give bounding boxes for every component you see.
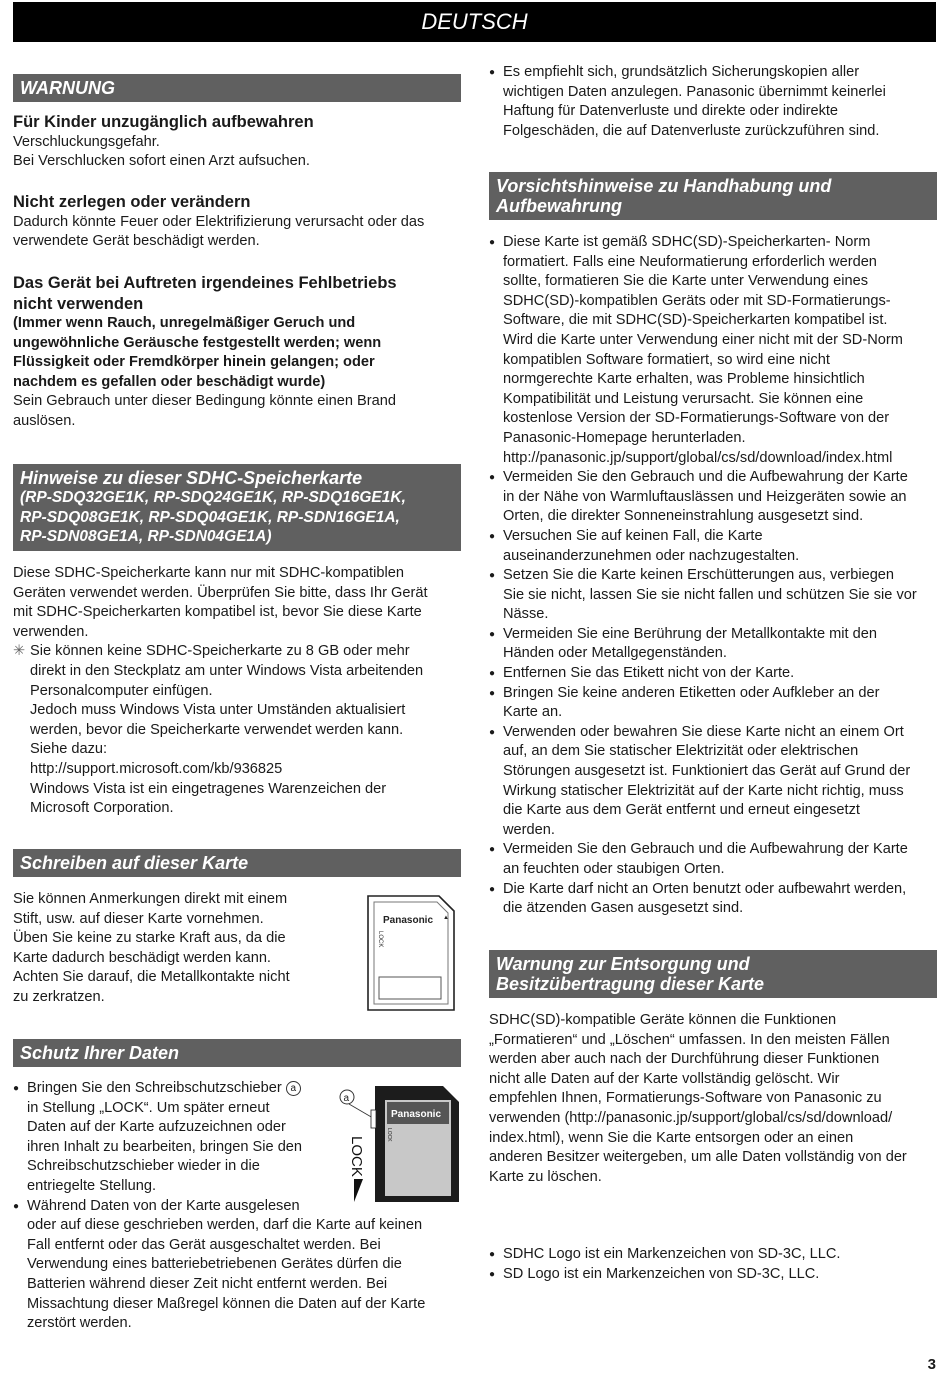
header-line: Vorsichtshinweise zu Handhabung und [496,176,832,196]
hinweise-intro [13,564,461,819]
text-line: Wirkung statischer Elektrizität auf der Karte nicht richtig, muss [503,782,904,799]
warnung-item2-title: Nicht zerlegen oder verändern [13,193,251,211]
header-line: Aufbewahrung [496,196,622,216]
model-line: (RP-SDQ32GE1K, RP-SDQ24GE1K, RP-SDQ16GE1K, [20,489,406,506]
text-line: Jedoch muss Windows Vista unter Umständen aktualisiert [30,702,406,719]
text-line: ● Setzen Sie die Karte keinen Erschütterungen aus, verbiegen [503,567,895,584]
warnung-item3-title: Das Gerät bei Auftreten irgendeines Fehlbetriebs [13,274,397,292]
text-line: Microsoft Corporation. [30,800,174,817]
text-line: Händen oder Metallgegenständen. [503,645,727,662]
card-brand-dark: Panasonic [391,1109,442,1120]
text-line: ● Verwenden oder bewahren Sie diese Karte nicht an einem Ort [503,723,904,740]
schreiben-text [13,890,323,1008]
text-line: SDHC(SD)-kompatiblen Geräts oder mit SD-Formatierungs- [503,292,891,309]
text-line: Haftung für Datenverluste und direkte oder indirekte [503,103,839,120]
text-line: Batterien während dieser Zeit nicht entfernt werden. Bei [27,1275,388,1292]
warnung-item-malfunction [13,273,461,432]
text-line: Karte dadurch beschädigt werden kann. [13,949,271,966]
text-line: auslösen. [13,412,76,429]
vorsicht-list [489,233,937,919]
lock-arrow-icon [354,1179,363,1202]
windows-vista-note [13,642,461,818]
text-line: mit SDHC-Speicherkarten kompatibel ist, bevor Sie diese Karte [13,604,422,621]
vorsicht-bullet [489,527,937,566]
card-brand: Panasonic [383,915,434,926]
text-line: formatiert. Falls eine Neuformatierung erforderlich werden [503,253,877,270]
model-line: RP-SDQ08GE1K, RP-SDQ04GE1K, RP-SDN16GE1A, [20,508,400,526]
callout-a-icon: a [286,1081,301,1096]
text-line: Windows Vista ist ein eingetragenes Warenzeichen der [30,780,387,797]
callout-a-label: a [343,1093,350,1104]
text-line: ● Vermeiden Sie eine Berührung der Metallkontakte mit den [503,625,877,642]
warnung-item-disassemble [13,192,461,252]
text-line: ihren Inhalt zu bearbeiten, bringen Sie den [27,1138,303,1155]
sd-card-lock-illustration [335,1084,461,1206]
vorsicht-bullet [489,625,937,664]
text-line: kompatiblen Software formatiert, so wird eine nicht [503,351,830,368]
text-line: sollte, formatieren Sie die Karte unter Verwendung eines [503,273,869,290]
text-line: ungewöhnliche Geräusche festgestellt werden; wenn [13,334,382,351]
text-line: Kompatibilität und Leistung verursacht. Sie können eine [503,390,864,407]
vorsicht-bullet [489,684,937,723]
page-title: DEUTSCH [13,2,936,42]
trademark-notes [489,1245,937,1284]
text-line: Verschluckungsgefahr. [13,133,160,150]
text-line: ● Diese Karte ist gemäß SDHC(SD)-Speicherkarten- Norm [503,234,871,250]
text-line: ● Es empfiehlt sich, grundsätzlich Sicherungskopien aller [503,64,860,80]
text-line: Siehe dazu: [30,741,108,758]
text-line: Sein Gebrauch unter dieser Bedingung könnte einen Brand [13,393,396,410]
text-line: Sie können Anmerkungen direkt mit einem [13,891,288,907]
text-line: Wird die Karte unter Verwendung einer nicht mit der SD-Norm [503,331,903,348]
text-line: Daten auf der Karte aufzuzeichnen oder [27,1119,286,1136]
schutz-bullet-reading [13,1197,461,1334]
page-number: 3 [927,1356,936,1373]
text-line: Fall entfernt oder das Gerät ausgeschaltet werden. Bei [27,1236,381,1253]
schutz-bullet-lock [13,1079,331,1197]
vorsicht-bullet [489,233,937,468]
text-line: Nässe. [503,606,549,623]
text-line: verwenden (http://panasonic.jp/support/global/cs/sd/download/ [489,1109,893,1126]
lock-direction-label: LOCK [348,1136,365,1177]
sd-card-illustration [365,893,457,1013]
text-line: zu zerkratzen. [13,988,105,1005]
text-line: auseinanderzunehmen oder nachzugestalten. [503,547,800,564]
text-line: verwenden. [13,623,89,640]
text-line: empfehlen Ihnen, Formatierungs-Software von Panasonic zu [489,1090,882,1107]
warnung-item-children [13,112,461,172]
text-line: nicht alle Daten auf der Karte vollständig gelöscht. Wir [489,1070,840,1087]
backup-bullet [489,63,937,141]
text-line: Folgeschäden, die auf Datenverluste zurückzuführen sind. [503,122,880,139]
model-line: RP-SDN08GE1A, RP-SDN04GE1A) [20,528,272,545]
text-line: verwendete Gerät beschädigt werden. [13,233,260,250]
text-line: Dadurch könnte Feuer oder Elektrifizierung verursacht oder das [13,213,425,230]
text-line: Stift, usw. auf dieser Karte vornehmen. [13,910,264,927]
entsorgung-header [489,950,937,998]
text-line: kostenlose Version der SD-Formatierungs-Software von der [503,410,890,427]
text-line: Üben Sie keine zu starke Kraft aus, da die [13,930,286,947]
header-line: Warnung zur Entsorgung und [496,954,750,974]
text-line: Software, die mit SDHC(SD)-Speicherkarten kompatibel ist. [503,312,888,329]
text-line: in Stellung „LOCK“. Um später erneut [27,1099,270,1116]
text-line: entriegelte Stellung. [27,1177,156,1194]
text-line: die Karte aus dem Gerät entfernt und erneut eingesetzt [503,802,860,819]
text-line: werden, bevor die Speicherkarte verwendet werden kann. [30,721,404,738]
text-line: wichtigen Daten anzulegen. Panasonic übernimmt keinerlei [503,83,886,100]
text-line: Personalcomputer einfügen. [30,682,213,699]
text-line: Sie sie nicht, lassen Sie sie nicht fallen und schützen Sie sie vor [503,586,917,603]
text-line: Bei Verschlucken sofort einen Arzt aufsuchen. [13,153,310,170]
text-line: (Immer wenn Rauch, unregelmäßiger Geruch und [13,315,356,331]
vorsicht-header [489,172,937,220]
text-line: Geräten verwendet werden. Überprüfen Sie bitte, dass Ihr Gerät [13,584,428,601]
text-line: werden aber auch nach der Durchführung dieser Funktionen [489,1051,880,1068]
text-line: Flüssigkeit oder Fremdkörper hinein gelangen; oder [13,354,375,371]
text-line: nachdem es gefallen oder beschädigt wurde) [13,373,326,390]
text-line: Diese SDHC-Speicherkarte kann nur mit SDHC-kompatiblen [13,565,404,581]
text-line: ● Versuchen Sie auf keinen Fall, die Karte [503,527,763,544]
text-line: ● Die Karte darf nicht an Orten benutzt oder aufbewahrt werden, [503,880,907,897]
text-line: anderen Besitzer weitergeben, um alle Daten vollständig von der [489,1149,907,1166]
text-line: Karte an. [503,704,563,721]
hinweise-title: Hinweise zu dieser SDHC-Speicherkarte [20,468,363,488]
text-line: index.html), wenn Sie die Karte entsorgen oder an einen [489,1129,854,1146]
entsorgung-text [489,1011,937,1187]
text-line: zerstört werden. [27,1315,132,1332]
warnung-header: WARNUNG [13,74,461,102]
text-line: ● Vermeiden Sie den Gebrauch und die Aufbewahrung der Karte [503,469,908,486]
text-line: Karte zu löschen. [489,1168,602,1185]
text-line: auf, an dem Sie statischer Elektrizität oder elektrischen [503,743,859,760]
hinweise-header [13,464,461,551]
schreiben-header: Schreiben auf dieser Karte [13,849,461,877]
vorsicht-bullet [489,664,937,684]
trademark-item: ● SD Logo ist ein Markenzeichen von SD-3C, LLC. [489,1265,937,1285]
backup-note [489,63,937,141]
vorsicht-bullet [489,468,937,527]
text-line: werden. [503,821,555,838]
vorsicht-bullet [489,566,937,625]
asterisk-icon: ✳ [13,643,26,660]
trademark-item: ● SDHC Logo ist ein Markenzeichen von SD-3C, LLC. [489,1245,937,1265]
vorsicht-bullet [489,880,937,919]
text-line: SDHC(SD)-kompatible Geräte können die Funktionen [489,1012,837,1028]
text-line: Missachtung dieser Maßregel können die Daten auf der Karte [27,1295,426,1312]
text-line: Schreibschutzschieber wieder in die [27,1158,260,1175]
text-line: die ätzenden Gasen ausgesetzt sind. [503,900,744,917]
text-line: ● Bringen Sie keine anderen Etiketten oder Aufkleber an der [503,684,880,701]
text-line: normgerechte Karte erhalten, was Probleme hinsichtlich [503,371,865,388]
text-line: ● Vermeiden Sie den Gebrauch und die Aufbewahrung der Karte [503,841,908,858]
text-line: ● Entfernen Sie das Etikett nicht von der Karte. [503,665,795,682]
text-line: Verwendung eines batteriebetriebenen Gerätes dürfen die [27,1256,402,1273]
text-line: ● Während Daten von der Karte ausgelesen [27,1197,300,1214]
text-line: Störungen ausgesetzt ist. Funktioniert das Gerät auf Grund der [503,763,911,780]
text-line: Orten, die direkter Sonneneinstrahlung ausgesetzt sind. [503,508,864,525]
vorsicht-bullet [489,840,937,879]
header-line: Besitzübertragung dieser Karte [496,974,765,994]
text-line: http://panasonic.jp/support/global/cs/sd/download/index.html [503,449,893,466]
text-line: Panasonic-Homepage herunterladen. [503,429,746,446]
card-triangle-icon: ▲ [443,915,449,921]
text-line: in der Nähe von Warmluftauslässen und Heizgeräten sowie an [503,488,907,505]
card-lock-small-label: LOCK [386,1128,392,1142]
text-line: Sie können keine SDHC-Speicherkarte zu 8 GB oder mehr [30,643,410,660]
text-line: oder auf diese geschrieben werden, darf die Karte auf keinen [27,1217,423,1234]
text-line: Bringen Sie den Schreibschutzschieber [27,1080,282,1096]
text-line: an feuchten oder staubigen Orten. [503,861,725,877]
support-url: http://support.microsoft.com/kb/936825 [30,760,283,777]
warnung-item1-title: Für Kinder unzugänglich aufbewahren [13,113,314,131]
text-line: „Formatieren“ und „Löschen“ umfassen. In den meisten Fällen [489,1031,890,1048]
warnung-item3-title: nicht verwenden [13,294,144,313]
vorsicht-bullet [489,723,937,841]
card-lock-label: LOCK [377,931,383,948]
schutz-header: Schutz Ihrer Daten [13,1039,461,1067]
text-line: direkt in den Steckplatz am unter Windows Vista arbeitenden [30,662,424,679]
text-line: Achten Sie darauf, die Metallkontakte nicht [13,969,290,986]
